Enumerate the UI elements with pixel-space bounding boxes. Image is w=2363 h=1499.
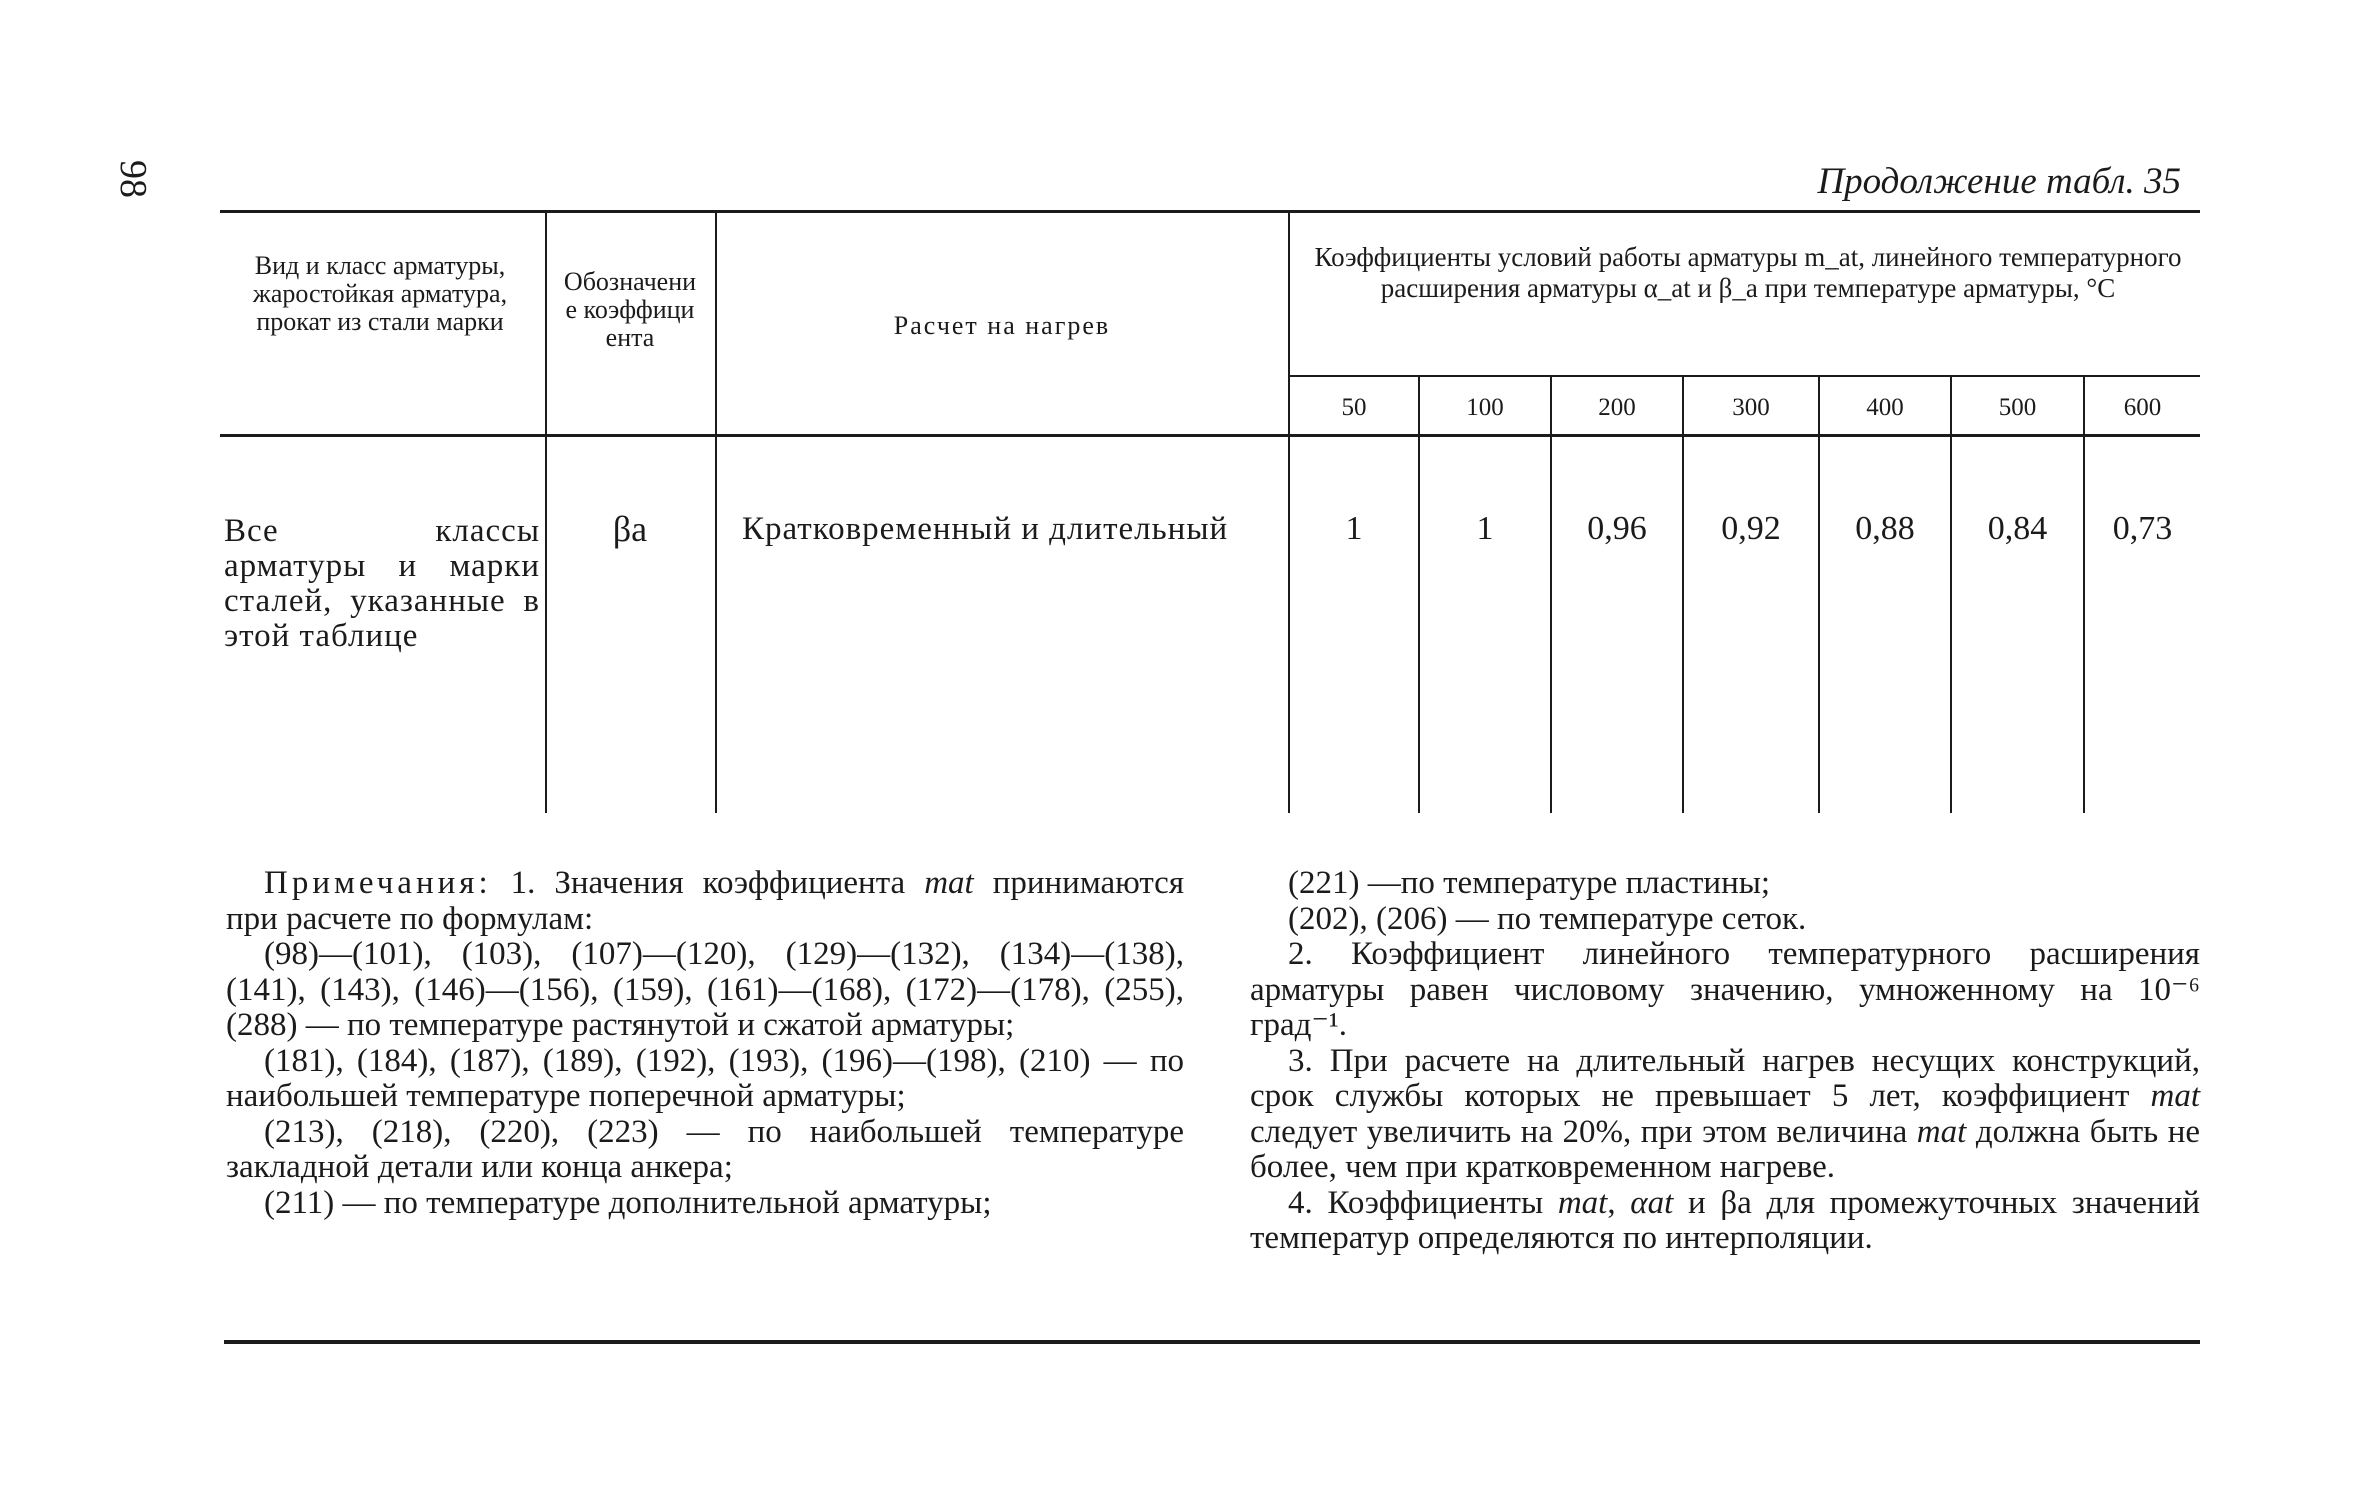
value-600: 0,73: [2112, 510, 2173, 547]
temp-divider-2: [1550, 377, 1552, 813]
notes-right-column: [1250, 866, 2200, 1257]
temp-300: 300: [1732, 394, 1770, 421]
value-100: 1: [1476, 510, 1494, 547]
header-steel-class: Вид и класс арматуры, жаростойкая арматура, прокат из стали марки: [252, 251, 508, 336]
page-bottom-rule: [224, 1340, 2200, 1344]
formula-list-1: (98)—(101), (103), (107)—(120), (129)—(132), (134)—(138), (141), (143), (146)—(156), (159), (161)—(168), (172)—(178), (255), (288) — по температуре растянутой и сжатой арматуры;: [226, 936, 1184, 1043]
header-bottom-rule: [220, 434, 2200, 437]
row-steel-classes: Все классы арматуры и марки сталей, указанные в этой таблице: [224, 513, 540, 654]
temp-divider-1: [1418, 377, 1420, 813]
table-top-rule: [220, 210, 2200, 213]
value-50: 1: [1345, 510, 1363, 547]
notes-left-column: [226, 866, 1184, 1221]
value-400: 0,88: [1855, 510, 1915, 547]
temp-divider-4: [1818, 377, 1820, 813]
col-divider-2: [715, 213, 717, 813]
header-coefficient-symbol: Обозначение коэффициента: [563, 267, 697, 352]
temp-50: 50: [1341, 394, 1367, 421]
temp-200: 200: [1598, 394, 1636, 421]
note-4: 4. Коэффициенты mat, αat и βа для промежуточных значений температур определяются по интерполяции.: [1250, 1184, 2201, 1256]
value-300: 0,92: [1721, 510, 1781, 547]
temp-row-rule: [1290, 375, 2200, 377]
header-coefficients-title: Коэффициенты условий работы арматуры m_at, линейного температурного расширения арматуры α_at и β_a при температуре арматуры, °C: [1314, 242, 2182, 303]
temp-500: 500: [1998, 394, 2037, 421]
formula-list-4: (211) — по температуре дополнительной арматуры;: [264, 1184, 992, 1221]
header-heating-calculation: Расчет на нагрев: [893, 311, 1111, 340]
formula-list-6: (202), (206) — по температуре сеток.: [1288, 900, 1807, 937]
temp-600: 600: [2123, 394, 2162, 421]
formula-list-3: (213), (218), (220), (223) — по наибольшей температуре закладной детали или конца анкера;: [226, 1113, 1184, 1185]
temp-100: 100: [1466, 394, 1504, 421]
temp-400: 400: [1866, 394, 1904, 421]
temp-divider-6: [2083, 377, 2085, 813]
note-3: 3. При расчете на длительный нагрев несущих конструкций, срок службы которых не превышает 5 лет, коэффициент mat следует увеличить на 20%, при этом величина mat должна быть не более, чем при кратковременном нагреве.: [1250, 1042, 2201, 1185]
notes-label: Примечания:: [264, 865, 492, 901]
formula-list-5: (221) —по температуре пластины;: [1288, 865, 1771, 901]
note-1: Примечания: 1. Значения коэффициента mat принимаются при расчете по формулам:: [226, 865, 1185, 937]
value-500: 0,84: [1987, 510, 2048, 547]
row-coefficient-symbol: βа: [612, 509, 648, 549]
col-divider-1: [545, 213, 547, 813]
temp-divider-5: [1950, 377, 1952, 813]
row-heating-type: Кратковременный и длительный: [742, 511, 1229, 547]
note-2: 2. Коэффициент линейного температурного расширения арматуры равен числовому значению, умноженному на 10⁻⁶ град⁻¹.: [1250, 936, 2200, 1043]
value-200: 0,96: [1587, 510, 1647, 547]
table-continuation-title: Продолжение табл. 35: [1817, 161, 2181, 202]
formula-list-2: (181), (184), (187), (189), (192), (193), (196)—(198), (210) — по наибольшей температуре поперечной арматуры;: [226, 1042, 1184, 1114]
page-number: 98: [112, 160, 154, 198]
temp-divider-3: [1682, 377, 1684, 813]
